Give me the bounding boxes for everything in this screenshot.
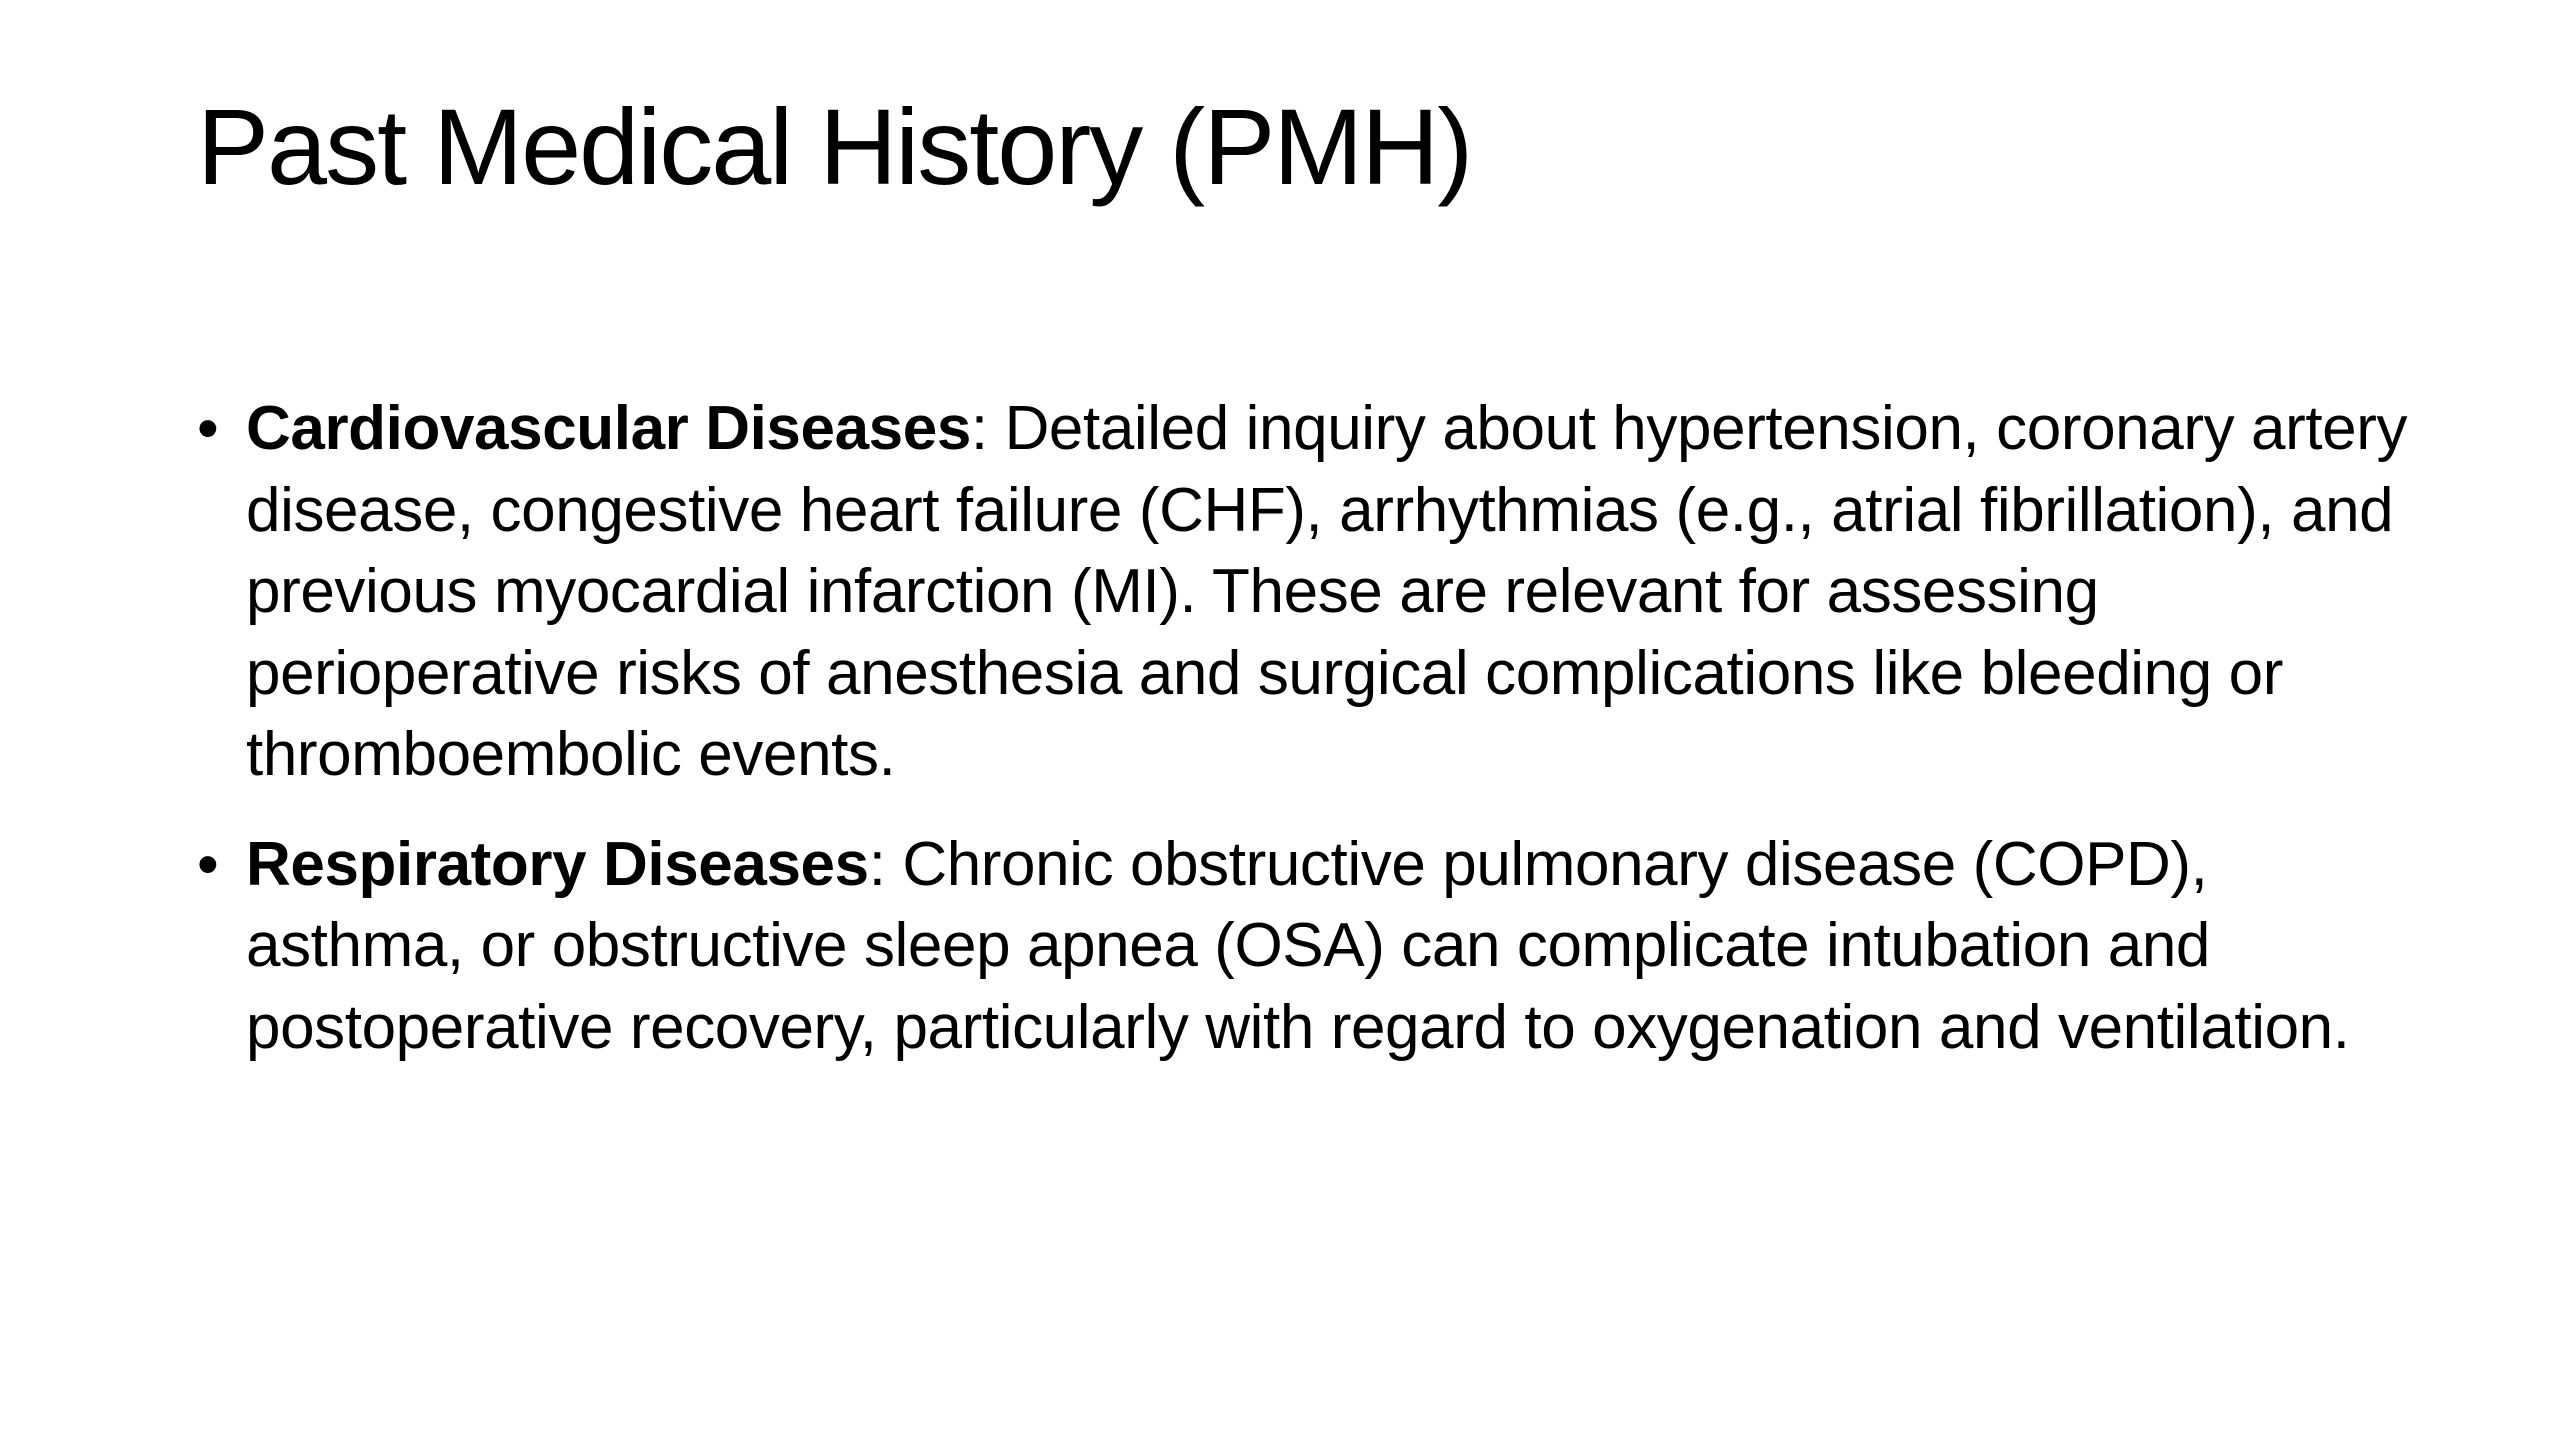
bullet-text: Detailed inquiry about hypertension, coronary artery disease, congestive heart failure (CHF), arrhythmias (e.g., atrial fibrillation), and previous myocardial infarction (MI). These are relevant for assessing perioperative risks of anesthesia and surgical complications like bleeding or thromboembolic events. <box>246 394 2408 789</box>
bullet-item-cardiovascular <box>197 388 2427 796</box>
bullet-separator: : <box>868 829 903 899</box>
bullet-list <box>197 388 2427 1096</box>
slide-title: Past Medical History (PMH) <box>197 86 1472 207</box>
bullet-text: Chronic obstructive pulmonary disease (COPD), asthma, or obstructive sleep apnea (OSA) can complicate intubation and postoperative recovery, particularly with regard to oxygenation and ventilation. <box>246 829 2350 1062</box>
bullet-term: Respiratory Diseases <box>246 829 869 899</box>
bullet-separator: : <box>970 394 1005 463</box>
bullet-dot-icon: • <box>197 394 219 463</box>
bullet-term: Cardiovascular Diseases <box>246 394 971 463</box>
bullet-item-respiratory <box>197 824 2427 1069</box>
bullet-dot-icon: • <box>197 829 219 899</box>
